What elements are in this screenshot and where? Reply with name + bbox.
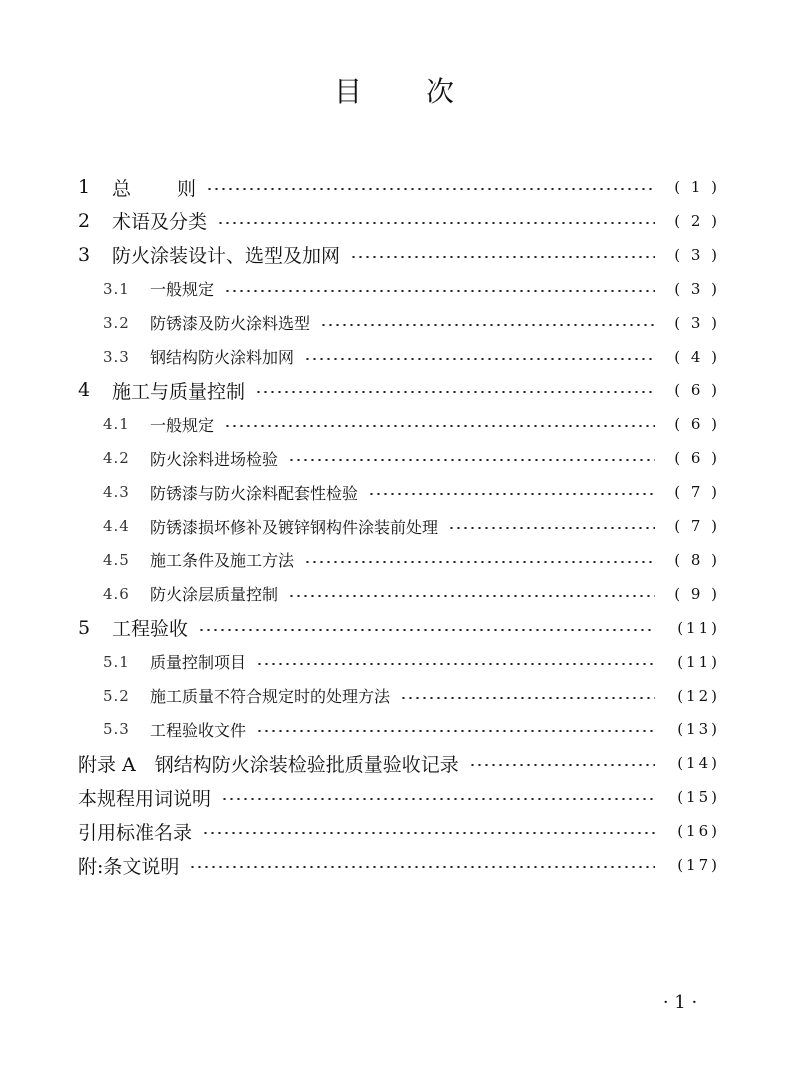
toc-page-ref: ( 1 ) bbox=[674, 178, 720, 196]
toc-entry-number: 5.1 bbox=[103, 652, 130, 671]
page-title-char-1: 目 bbox=[333, 75, 364, 108]
toc-entry-title: 施工与质量控制 bbox=[112, 380, 246, 403]
toc-page-ref: ( 6 ) bbox=[674, 449, 720, 468]
toc-page-ref: ( 3 ) bbox=[674, 279, 720, 298]
toc-leader-dots bbox=[256, 730, 655, 732]
toc-entry-number: 2 bbox=[78, 209, 91, 232]
toc-page-ref: ( 2 ) bbox=[674, 211, 720, 230]
toc-entry-title: 工程验收文件 bbox=[150, 720, 247, 740]
toc-page-ref: ( 9 ) bbox=[674, 584, 720, 603]
toc-page-ref: ( 4 ) bbox=[674, 347, 720, 366]
toc-entry-title: 防锈漆及防火涂料选型 bbox=[150, 314, 311, 334]
toc-entry-title: 附录 A 钢结构防火涂装检验批质量验收记录 bbox=[78, 753, 459, 776]
toc-leader-dots bbox=[202, 832, 655, 834]
toc-entry-title: 施工质量不符合规定时的处理方法 bbox=[150, 687, 391, 706]
toc-entry-title: 质量控制项目 bbox=[150, 653, 247, 673]
toc-entry-title: 一般规定 bbox=[150, 415, 215, 435]
toc-entry-title: 工程验收 bbox=[112, 618, 189, 641]
toc-entry-number: 4.4 bbox=[103, 517, 130, 535]
toc-entry[interactable] bbox=[0, 306, 790, 340]
toc-entry[interactable] bbox=[0, 340, 790, 374]
toc-entry-number: 4.1 bbox=[103, 415, 130, 434]
toc-page-ref: ( 6 ) bbox=[674, 381, 720, 400]
toc-page-ref: (15) bbox=[677, 788, 720, 807]
toc-page-ref: ( 7 ) bbox=[674, 483, 720, 502]
toc-leader-dots bbox=[350, 256, 655, 258]
toc-entry-title-part: 总 bbox=[112, 177, 132, 200]
toc-page-ref: ( 3 ) bbox=[674, 313, 720, 332]
toc-entry-title: 防锈漆与防火涂料配套性检验 bbox=[150, 483, 359, 503]
toc-entry[interactable] bbox=[0, 204, 790, 238]
toc-entry[interactable] bbox=[0, 848, 790, 882]
toc-leader-dots bbox=[221, 798, 655, 800]
toc-entry-title: 防火涂层质量控制 bbox=[150, 585, 279, 605]
toc-leader-dots bbox=[368, 493, 655, 495]
toc-entry[interactable] bbox=[0, 543, 790, 577]
toc-entry-title: 引用标准名录 bbox=[78, 821, 193, 844]
toc-entry-number: 4 bbox=[78, 379, 91, 402]
toc-leader-dots bbox=[304, 561, 655, 563]
toc-leader-dots bbox=[189, 866, 655, 868]
toc-entry-number: 4.6 bbox=[103, 584, 130, 603]
toc-leader-dots bbox=[320, 324, 655, 326]
toc-leader-dots bbox=[288, 595, 655, 597]
toc-entry-title: 施工条件及施工方法 bbox=[150, 551, 295, 571]
toc-entry-number: 3.2 bbox=[103, 313, 130, 332]
toc-leader-dots bbox=[400, 697, 655, 699]
toc-entry-title: 防火涂装设计、选型及加网 bbox=[112, 245, 341, 268]
toc-entry[interactable] bbox=[0, 780, 790, 814]
toc-leader-dots bbox=[224, 290, 655, 292]
toc-leader-dots bbox=[198, 629, 655, 631]
toc-entry-title: 防火涂料进场检验 bbox=[150, 449, 279, 469]
toc-entry-title bbox=[112, 174, 196, 201]
toc-page-ref: (13) bbox=[677, 720, 720, 739]
toc-entry-title: 本规程用词说明 bbox=[78, 787, 212, 810]
toc-entry[interactable] bbox=[0, 509, 790, 543]
toc-entry[interactable] bbox=[0, 746, 790, 780]
toc-page-ref: (12) bbox=[677, 686, 720, 705]
toc-entry-title: 钢结构防火涂料加网 bbox=[150, 348, 295, 367]
toc-leader-dots bbox=[255, 391, 655, 393]
toc-page-ref: ( 3 ) bbox=[674, 245, 720, 264]
toc-page-ref: (11) bbox=[677, 652, 720, 671]
toc-entry-number: 5.2 bbox=[103, 686, 130, 705]
toc-entry[interactable] bbox=[0, 238, 790, 272]
toc-leader-dots bbox=[256, 663, 655, 665]
toc-entry-number: 4.2 bbox=[103, 449, 130, 468]
toc-entry-number: 5.3 bbox=[103, 720, 130, 739]
toc-leader-dots bbox=[224, 425, 655, 427]
toc-entry[interactable] bbox=[0, 679, 790, 713]
page-title-char-2: 次 bbox=[426, 75, 457, 108]
toc-page-ref: ( 7 ) bbox=[674, 517, 720, 535]
toc-leader-dots bbox=[469, 764, 655, 766]
toc-entry[interactable] bbox=[0, 170, 790, 204]
toc-entry-number: 3 bbox=[78, 243, 91, 266]
toc-page-ref: (17) bbox=[677, 856, 720, 874]
toc-leader-dots bbox=[304, 358, 655, 360]
toc-entry[interactable] bbox=[0, 441, 790, 475]
toc-entry-number: 1 bbox=[78, 176, 91, 198]
toc-entry-title: 一般规定 bbox=[150, 280, 215, 300]
toc-entry[interactable] bbox=[0, 407, 790, 441]
toc-entry-number: 5 bbox=[78, 616, 91, 639]
toc-entry[interactable] bbox=[0, 712, 790, 746]
toc-entry-title: 附:条文说明 bbox=[78, 855, 180, 878]
toc-leader-dots bbox=[448, 527, 655, 529]
toc-leader-dots bbox=[217, 222, 655, 224]
toc-page-ref: (16) bbox=[677, 822, 720, 841]
toc-entry-number: 4.3 bbox=[103, 483, 130, 502]
toc-entry-number: 3.3 bbox=[103, 347, 130, 366]
page-number: · 1 · bbox=[662, 992, 698, 1013]
toc-page-ref: (11) bbox=[677, 618, 720, 637]
toc-entry[interactable] bbox=[0, 373, 790, 407]
toc-entry[interactable] bbox=[0, 611, 790, 645]
toc-entry[interactable] bbox=[0, 272, 790, 306]
toc-page-ref: ( 6 ) bbox=[674, 415, 720, 434]
toc-entry[interactable] bbox=[0, 577, 790, 611]
toc-entry-number: 4.5 bbox=[103, 550, 130, 569]
toc-entry[interactable] bbox=[0, 645, 790, 679]
toc-leader-dots bbox=[206, 188, 655, 190]
toc-entry-number: 3.1 bbox=[103, 279, 130, 298]
page-title bbox=[0, 70, 790, 110]
toc-entry-title: 防锈漆损坏修补及镀锌钢构件涂装前处理 bbox=[150, 517, 439, 537]
toc-page-ref: ( 8 ) bbox=[674, 550, 720, 569]
toc-entry[interactable] bbox=[0, 814, 790, 848]
toc-entry[interactable] bbox=[0, 475, 790, 509]
toc-entry-title: 术语及分类 bbox=[112, 211, 208, 234]
toc-page-ref: (14) bbox=[677, 754, 720, 773]
toc-entry-title-part: 则 bbox=[177, 177, 197, 200]
toc-leader-dots bbox=[288, 459, 655, 461]
